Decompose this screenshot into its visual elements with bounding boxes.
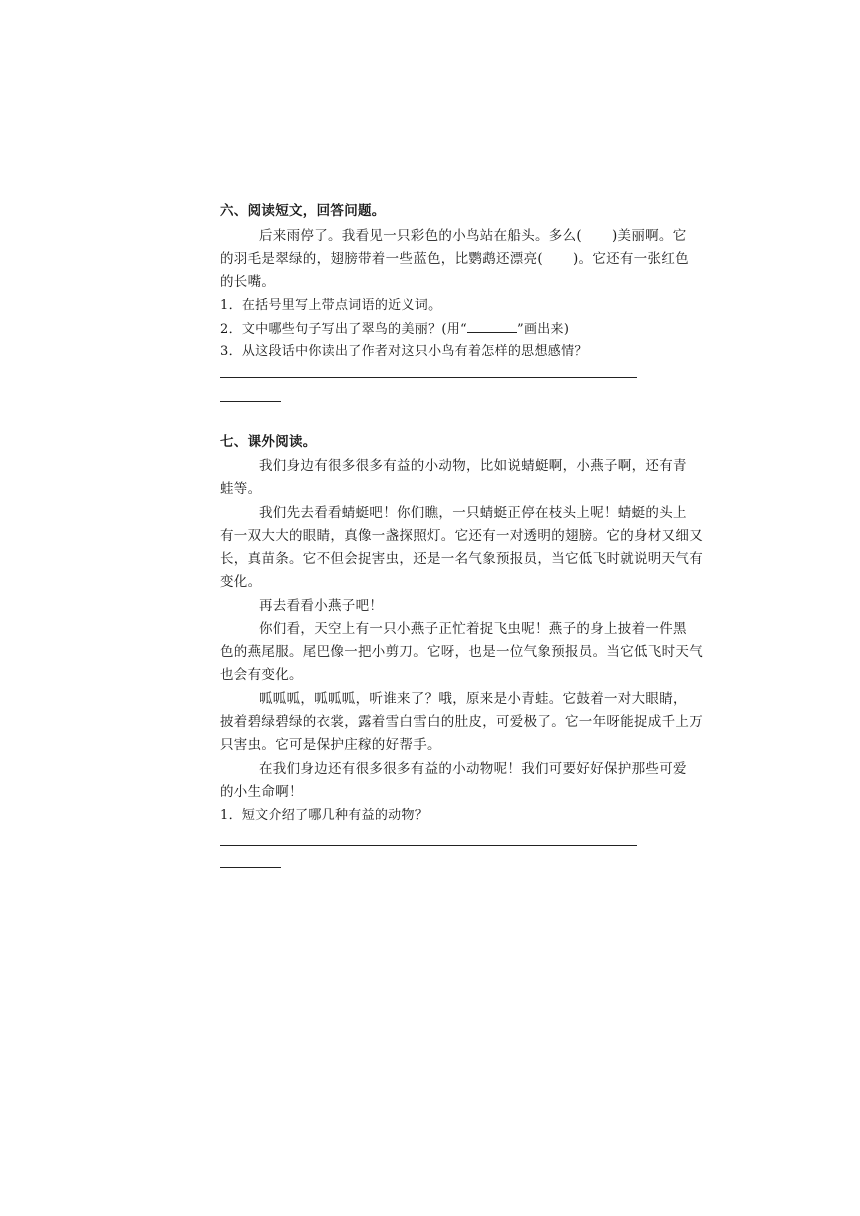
paragraph-line: 色的燕尾服。尾巴像一把小剪刀。它呀，也是一位气象预报员。当它低飞时天气 [220, 644, 703, 660]
paragraph-line: 的小生命啊！ [220, 784, 303, 800]
underline-sample [467, 320, 517, 333]
paragraph-line: 蛙等。 [220, 481, 262, 497]
passage-text: )。它还有一张红色 [572, 251, 689, 267]
passage-text: 后来雨停了。我看见一只彩色的小鸟站在船头。多么( [259, 228, 582, 244]
answer-line[interactable] [220, 867, 281, 868]
section6-question-3: 3．从这段话中你读出了作者对这只小鸟有着怎样的思想感情？ [220, 344, 588, 359]
paragraph-line: 呱呱呱，呱呱呱，听谁来了？哦，原来是小青蛙。它鼓着一对大眼睛， [259, 691, 687, 707]
passage-text: 的羽毛是翠绿的，翅膀带着一些蓝色，比鹦鹉还漂亮( [220, 251, 543, 267]
paragraph-line: 再去看看小燕子吧！ [259, 598, 384, 614]
section6-question-1: 1．在括号里写上带点词语的近义词。 [220, 298, 442, 313]
answer-line[interactable] [220, 845, 637, 846]
paragraph-line: 我们身边有很多很多有益的小动物，比如说蜻蜓啊，小燕子啊，还有青 [259, 458, 687, 474]
passage-text: )美丽啊。它 [611, 228, 687, 244]
paragraph-line: 变化。 [220, 574, 262, 590]
answer-line[interactable] [220, 377, 637, 378]
paragraph-line: 只害虫。它可是保护庄稼的好帮手。 [220, 737, 441, 753]
paragraph-line: 你们看，天空上有一只小燕子正忙着捉飞虫呢！燕子的身上披着一件黑 [259, 621, 687, 637]
section7-title: 七、课外阅读。 [220, 434, 317, 450]
section7-question-1: 1．短文介绍了哪几种有益的动物？ [220, 808, 429, 823]
paragraph-line: 披着碧绿碧绿的衣裳，露着雪白雪白的肚皮，可爱极了。它一年呀能捉成千上万 [220, 714, 703, 730]
paragraph-line: 在我们身边还有很多很多有益的小动物呢！我们可要好好保护那些可爱 [259, 761, 687, 777]
question-text: ”画出来) [517, 322, 570, 337]
section6-question-2 [220, 320, 640, 339]
section6-passage-line2 [220, 250, 689, 268]
paragraph-line: 长，真苗条。它不但会捉害虫，还是一名气象预报员，当它低飞时就说明天气有 [220, 551, 703, 567]
section6-passage-line3: 的长嘴。 [220, 274, 276, 290]
paragraph-line: 也会有变化。 [220, 667, 303, 683]
paragraph-line: 我们先去看看蜻蜓吧！你们瞧，一只蜻蜓正停在枝头上呢！蜻蜓的头上 [259, 505, 687, 521]
paragraph-line: 有一双大大的眼睛，真像一盏探照灯。它还有一对透明的翅膀。它的身材又细又 [220, 528, 703, 544]
answer-line[interactable] [220, 401, 281, 402]
question-text: 2．文中哪些句子写出了翠鸟的美丽？(用“ [220, 322, 467, 337]
section6-passage-line1 [259, 227, 687, 245]
section6-title: 六、阅读短文，回答问题。 [220, 203, 386, 219]
